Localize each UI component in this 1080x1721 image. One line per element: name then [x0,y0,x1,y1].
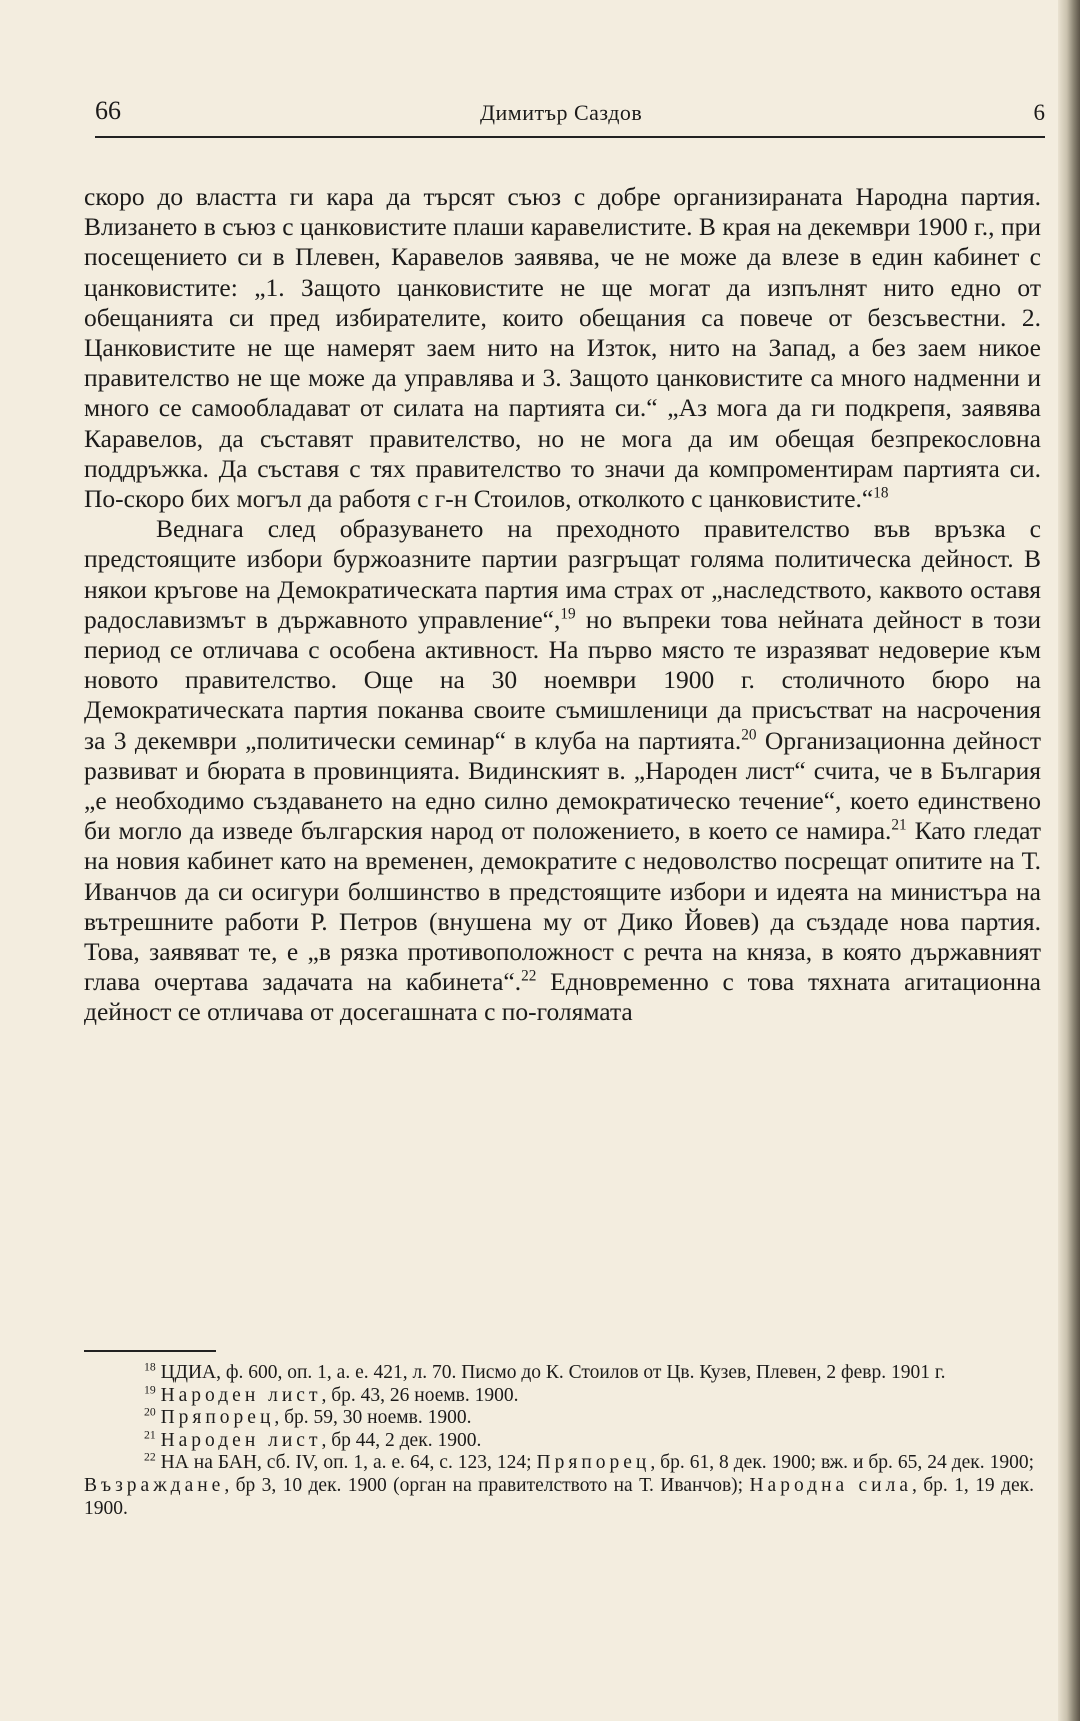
chapter-mark: 6 [1033,100,1045,125]
footnote-ref: 19 [560,605,576,623]
book-spine-shadow [1058,0,1080,1721]
footnote-ref: 18 [873,484,889,502]
paragraph: Веднага след образуването на преходното правителство във връзка с предстоящите избори буржоазните партии разгръщат голяма политическа дейност. В някои кръгове на Демократическата партия има страх от „наследството, каквото оставя радославизмът в държавното управление“,$^{19}$ но въпреки това нейната дейност в този период се отличава с особена активност. На първо място те изразяват недоверие към новото правителство. Още на 30 ноември 1900 г. столичното бюро на Демократическата партия поканва своите съмишленици да присъстват на насрочения за 3 декември „политически семинар“ в клуба на партията.$^{20}$ Организационна дейност развиват и бюрата в провинцията. Видинският в. „Народен лист“ счита, че в България „е необходимо създаването на едно силно демократическо течение“, което единствено би могло да изведе българския народ от положението, в което се намира.$^{21}$ Като гледат на новия кабинет като на временен, демократите с недоволство посрещат опитите на Т. Иванчов да си осигури болшинство в предстоящите избори и идеята на министъра на вътрешните работи Р. Петров (внушена му от Дико Йовев) да създаде нова партия. Това, заявяват те, е „в рязка противоположност с речта на княза, в която държавният глава очертава задачата на кабинета“.$^{22}$ Едновременно с това тяхната агитационна дейност се отличава от досегашната с по-голямата [84,514,1041,1027]
footnote-ref: 22 [521,967,537,985]
footnote-ref: 20 [741,726,757,744]
footnotes [84,1362,1034,1520]
page-number: 66 [95,96,121,125]
page-header [95,96,1045,132]
footnote: $^{18}$ ЦДИА, ф. 600, оп. 1, а. е. 421, л. 70. Писмо до К. Стоилов от Цв. Кузев, Плевен, 2 февр. 1901 г. [144,1360,946,1383]
footnote: $^{22}$ НА на БАН, сб. IV, оп. 1, а. е. 64, с. 123, 124; Пряпорец, бр. 61, 8 дек. 1900; вж. и бр. 65, 24 дек. 1900; Възраждане, бр 3, 10 дек. 1900 (орган на правителството на Т. Иванчов); Народна сила, бр. 1, 19 дек. 1900. [84,1450,1035,1519]
header-rule [95,136,1045,138]
paragraph: скоро до властта ги кара да търсят съюз с добре организираната Народна партия. Влизането в съюз с цанковистите плаши каравелистите. В края на декември 1900 г., при посещението си в Плевен, Каравелов заявява, че не може да влезе в един кабинет с цанковистите: „1. Защото цанковистите не ще могат да изпълнят нито едно от обещанията си пред избирателите, които обещания са повече от безсъвестни. 2. Цанковистите не ще намерят заем нито на Изток, нито на Запад, а без заем никое правителство не ще може да управлява и 3. Защото цанковистите са много надменни и много се самообладават от силата на партията си.“ „Аз мога да ги подкрепя, заявява Каравелов, да съставят правителство, но не мога да им обещая безпрекословна поддръжка. Да съставя с тях правителство то значи да компроментирам партията си. По-скоро бих могъл да работя с г-н Стоилов, отколкото с цанковистите.“$^{18}$ [84,182,1041,514]
footnote: $^{21}$ Народен лист, бр 44, 2 дек. 1900. [144,1428,482,1451]
footnote-rule [84,1350,216,1352]
footnote: $^{20}$ Пряпорец, бр. 59, 30 ноемв. 1900. [144,1405,472,1429]
footnote-ref: 21 [891,816,907,834]
main-text [84,182,1041,1028]
running-title: Димитър Саздов [480,100,643,125]
footnote: $^{19}$ Народен лист, бр. 43, 26 ноемв. 1900. [144,1383,519,1406]
